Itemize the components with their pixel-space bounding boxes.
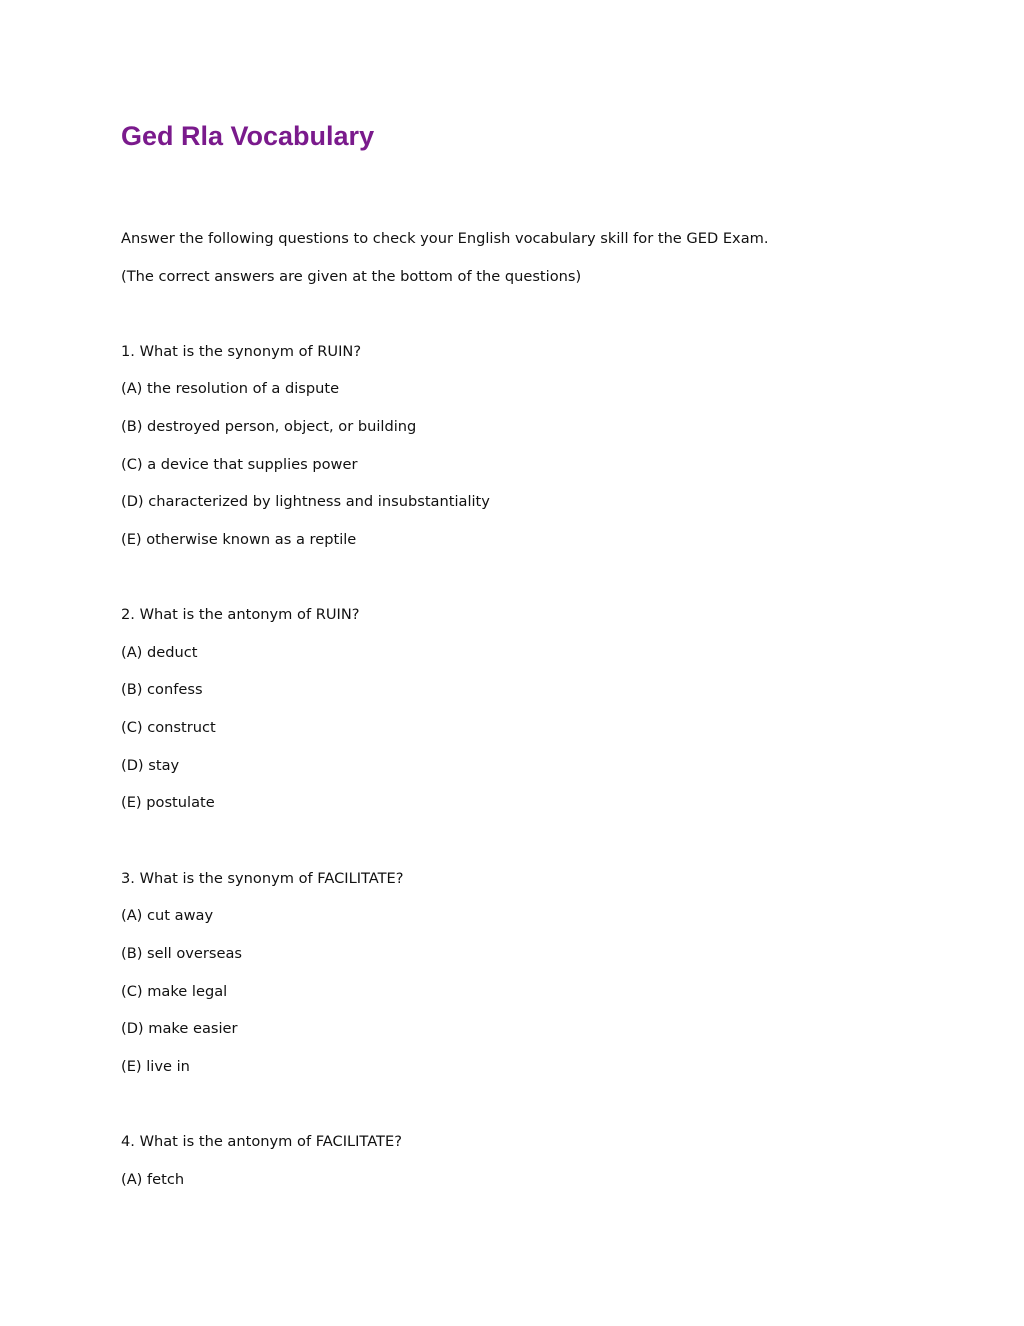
question-1-option-a: (A) the resolution of a dispute	[121, 380, 340, 397]
question-3-option-e: (E) live in	[121, 1058, 190, 1075]
question-3-option-b: (B) sell overseas	[121, 945, 243, 962]
question-3-option-a: (A) cut away	[121, 907, 214, 924]
question-1-option-d: (D) characterized by lightness and insubstantiality	[121, 493, 490, 510]
question-1-prompt: 1. What is the synonym of RUIN?	[121, 343, 362, 360]
question-2-option-e: (E) postulate	[121, 794, 215, 811]
question-3-option-d: (D) make easier	[121, 1020, 238, 1037]
intro-note: (The correct answers are given at the bottom of the questions)	[121, 268, 582, 285]
question-2-prompt: 2. What is the antonym of RUIN?	[121, 606, 360, 623]
question-3-prompt: 3. What is the synonym of FACILITATE?	[121, 870, 404, 887]
question-1-option-e: (E) otherwise known as a reptile	[121, 531, 357, 548]
question-4-option-a: (A) fetch	[121, 1171, 185, 1188]
question-2-option-c: (C) construct	[121, 719, 216, 736]
question-2-option-a: (A) deduct	[121, 644, 198, 661]
question-2-option-b: (B) confess	[121, 681, 203, 698]
intro-instructions: Answer the following questions to check your English vocabulary skill for the GED Exam.	[121, 230, 769, 247]
question-4-prompt: 4. What is the antonym of FACILITATE?	[121, 1133, 402, 1150]
question-1-option-b: (B) destroyed person, object, or building	[121, 418, 417, 435]
question-2-option-d: (D) stay	[121, 757, 180, 774]
page-title: Ged Rla Vocabulary	[121, 121, 375, 151]
question-3-option-c: (C) make legal	[121, 983, 228, 1000]
question-1-option-c: (C) a device that supplies power	[121, 456, 358, 473]
